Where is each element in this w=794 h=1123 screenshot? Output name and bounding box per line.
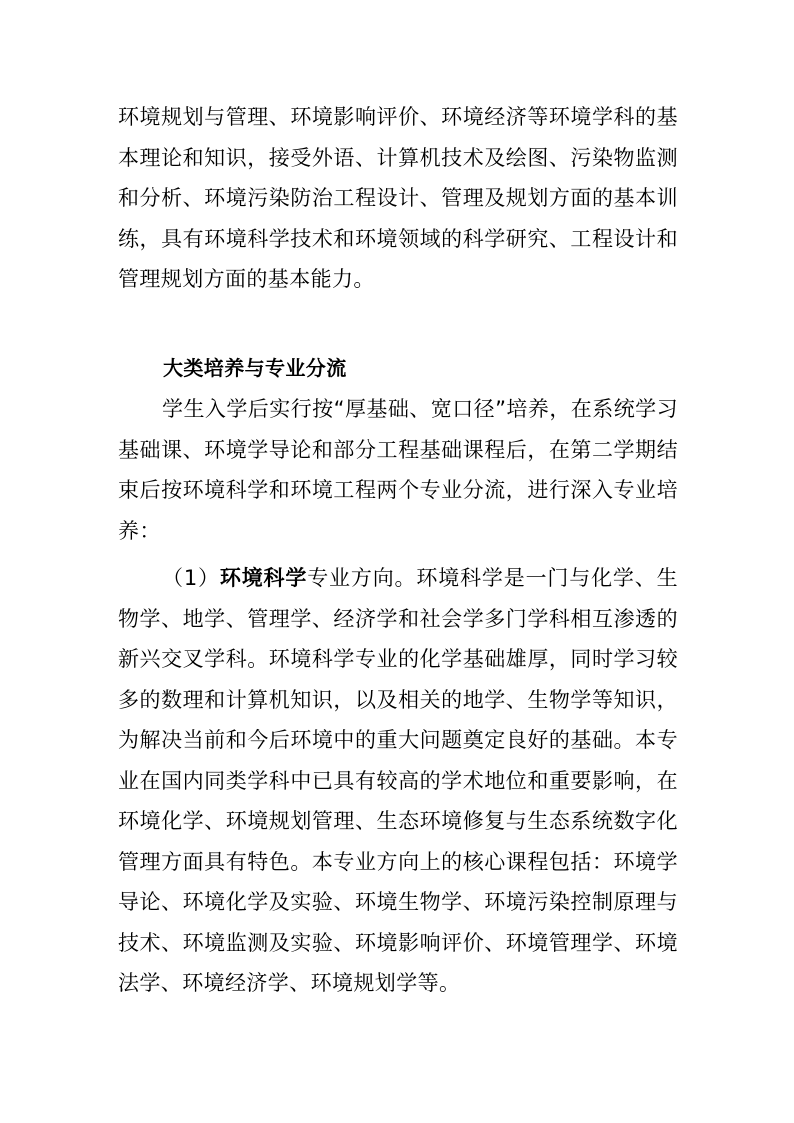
paragraph-env-science <box>118 558 678 1004</box>
paragraph-intro: 环境规划与管理、环境影响评价、环境经济等环境学科的基本理论和知识，接受外语、计算机技术及绘图、污染物监测和分析、环境污染防治工程设计、管理及规划方面的基本训练，具有环境科学技术和环境领域的科学研究、工程设计和管理规划方面的基本能力。 <box>118 105 678 291</box>
paragraph-major-split: 学生入学后实行按“厚基础、宽口径”培养，在系统学习基础课、环境学导论和部分工程基础课程后，在第二学期结束后按环境科学和环境工程两个专业分流，进行深入专业培养： <box>118 397 678 543</box>
section-heading: 大类培养与专业分流 <box>163 356 347 380</box>
bold-term: 环境科学 <box>219 566 308 590</box>
list-number: （1） <box>162 566 220 590</box>
paragraph-body: 专业方向。环境科学是一门与化学、生物学、地学、管理学、经济学和社会学多门学科相互渗透的新兴交叉学科。环境科学专业的化学基础雄厚，同时学习较多的数理和计算机知识，以及相关的地学、生物学等知识，为解决当前和今后环境中的重大问题奠定良好的基础。本专业在国内同类学科中已具有较高的学术地位和重要影响，在环境化学、环境规划管理、生态环境修复与生态系统数字化管理方面具有特色。本专业方向上的核心课程包括：环境学导论、环境化学及实验、环境生物学、环境污染控制原理与技术、环境监测及实验、环境影响评价、环境管理学、环境法学、环境经济学、环境规划学等。 <box>118 566 678 995</box>
